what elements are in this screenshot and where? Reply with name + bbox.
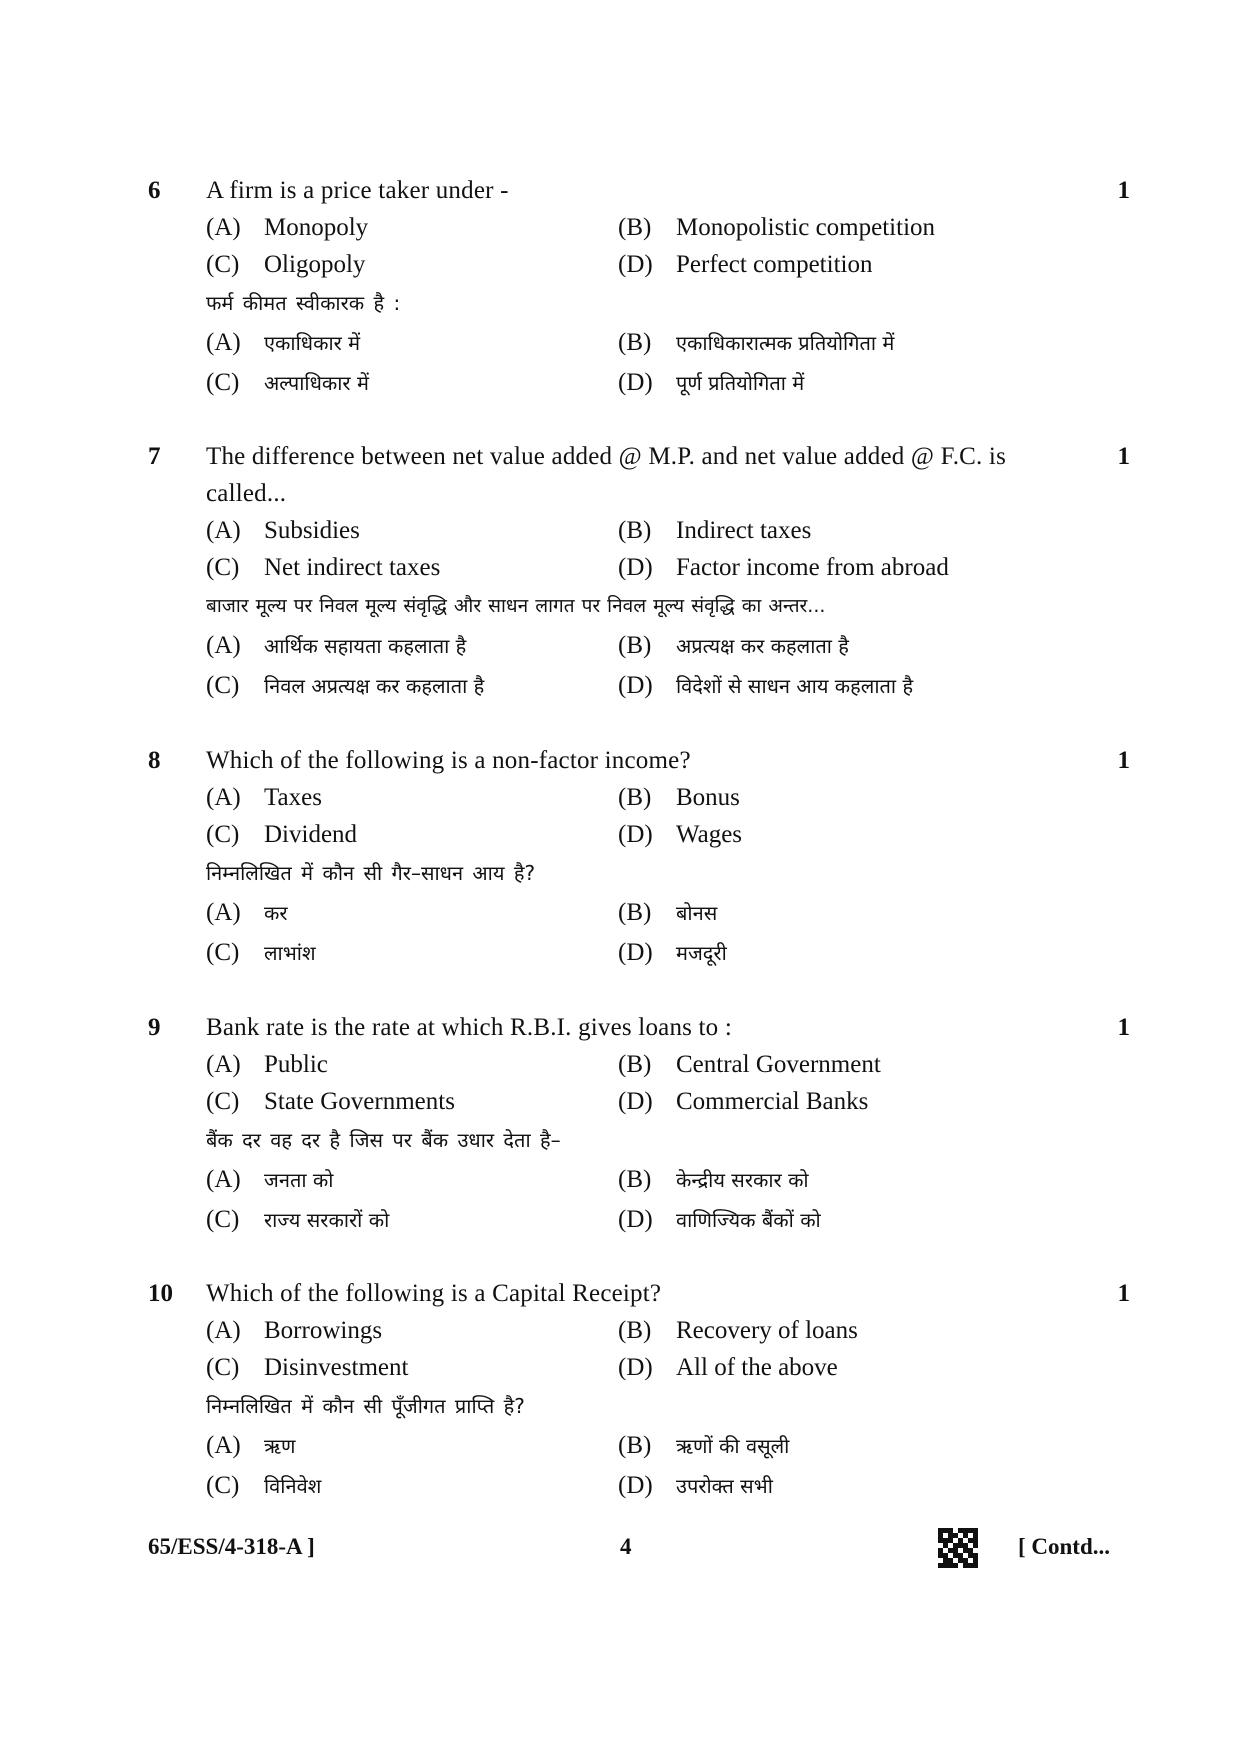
option-b-hindi (618, 893, 1030, 933)
question-number: 9 (148, 1014, 161, 1041)
options-row (206, 779, 1066, 816)
option-letter: (C) (206, 369, 240, 396)
option-text: Monopoly (264, 214, 369, 241)
options-row-hindi (206, 1200, 1066, 1240)
option-text: Commercial Banks (676, 1088, 869, 1115)
option-letter: (D) (618, 554, 653, 581)
continued-label: [ Contd... (1018, 1534, 1111, 1559)
option-text: Borrowings (264, 1317, 383, 1344)
options-row-hindi (206, 1160, 1066, 1200)
question-marks: 1 (1117, 1280, 1130, 1307)
option-letter: (C) (206, 1206, 240, 1233)
option-c (206, 1349, 618, 1386)
qr-code-icon (938, 1528, 978, 1568)
option-letter: (B) (618, 1432, 652, 1459)
options-row (206, 1083, 1066, 1120)
option-c-hindi (206, 1200, 618, 1240)
page-number: 4 (620, 1534, 632, 1559)
option-text: Subsidies (264, 517, 360, 544)
option-c (206, 246, 618, 283)
option-d (618, 1349, 1030, 1386)
option-text: राज्य सरकारों को (264, 1208, 390, 1232)
option-d-hindi (618, 666, 1030, 706)
options-row-hindi (206, 323, 1066, 363)
option-text: वाणिज्यिक बैंकों को (676, 1208, 821, 1232)
option-letter: (A) (206, 517, 241, 544)
question-body (206, 1009, 1066, 1240)
options-row-hindi (206, 666, 1066, 706)
option-text: निवल अप्रत्यक्ष कर कहलाता है (264, 674, 485, 698)
question-text-english: A firm is a price taker under - (206, 177, 509, 204)
option-letter: (A) (206, 1051, 241, 1078)
option-letter: (C) (206, 251, 240, 278)
option-d (618, 246, 1030, 283)
option-a-hindi (206, 1426, 618, 1466)
option-d (618, 549, 1030, 586)
option-text: आर्थिक सहायता कहलाता है (264, 634, 467, 658)
question-text-hindi: निम्नलिखित में कौन सी गैर–साधन आय है? (206, 861, 536, 885)
option-text: Oligopoly (264, 251, 366, 278)
option-letter: (B) (618, 1166, 652, 1193)
option-text: पूर्ण प्रतियोगिता में (676, 371, 805, 395)
option-letter: (D) (618, 1472, 653, 1499)
option-c-hindi (206, 933, 618, 973)
option-a-hindi (206, 626, 618, 666)
question-body (206, 172, 1066, 403)
options-row (206, 1312, 1066, 1349)
option-letter: (D) (618, 672, 653, 699)
question-number: 10 (148, 1280, 173, 1307)
option-b-hindi (618, 323, 1030, 363)
option-letter: (A) (206, 1432, 241, 1459)
question-number: 6 (148, 177, 161, 204)
option-b-hindi (618, 626, 1030, 666)
option-letter: (D) (618, 821, 653, 848)
option-letter: (B) (618, 1051, 652, 1078)
options-row-hindi (206, 933, 1066, 973)
option-letter: (C) (206, 939, 240, 966)
option-text: जनता को (264, 1168, 334, 1192)
option-letter: (D) (618, 369, 653, 396)
option-letter: (D) (618, 1206, 653, 1233)
page-footer (0, 1528, 1240, 1568)
option-b (618, 779, 1030, 816)
paper-code: 65/ESS/4-318-A ] (148, 1534, 315, 1559)
option-b (618, 512, 1030, 549)
option-letter: (D) (618, 251, 653, 278)
option-text: Indirect taxes (676, 517, 812, 544)
question-text-english: Which of the following is a non-factor income? (206, 747, 691, 774)
options-row-hindi (206, 626, 1066, 666)
option-letter: (C) (206, 1088, 240, 1115)
option-letter: (B) (618, 632, 652, 659)
option-text: All of the above (676, 1354, 838, 1381)
option-letter: (A) (206, 784, 241, 811)
question-marks: 1 (1117, 177, 1130, 204)
option-letter: (C) (206, 821, 240, 848)
question-body (206, 438, 1066, 706)
options-row (206, 512, 1066, 549)
option-letter: (B) (618, 214, 652, 241)
option-text: Dividend (264, 821, 358, 848)
option-text: ऋणों की वसूली (676, 1434, 790, 1458)
option-a-hindi (206, 1160, 618, 1200)
option-letter: (C) (206, 1472, 240, 1499)
option-text: Monopolistic competition (676, 214, 936, 241)
option-a (206, 1312, 618, 1349)
option-a (206, 209, 618, 246)
option-c-hindi (206, 363, 618, 403)
options-row-hindi (206, 893, 1066, 933)
option-a-hindi (206, 323, 618, 363)
question-marks: 1 (1117, 443, 1130, 470)
option-letter: (B) (618, 899, 652, 926)
question-text-hindi: बैंक दर वह दर है जिस पर बैंक उधार देता है– (206, 1128, 561, 1152)
option-letter: (A) (206, 1317, 241, 1344)
options-row-hindi (206, 1426, 1066, 1466)
options-row-hindi (206, 1466, 1066, 1506)
option-text: विदेशों से साधन आय कहलाता है (676, 674, 914, 698)
option-letter: (B) (618, 784, 652, 811)
options-row (206, 209, 1066, 246)
option-text: अप्रत्यक्ष कर कहलाता है (676, 634, 849, 658)
option-text: Net indirect taxes (264, 554, 441, 581)
options-row (206, 549, 1066, 586)
question-text-hindi: निम्नलिखित में कौन सी पूँजीगत प्राप्ति है? (206, 1394, 525, 1418)
option-a (206, 512, 618, 549)
question-text-english: Which of the following is a Capital Receipt? (206, 1280, 662, 1307)
option-letter: (D) (618, 939, 653, 966)
option-text: Bonus (676, 784, 740, 811)
option-b (618, 209, 1030, 246)
option-text: लाभांश (264, 941, 316, 965)
option-letter: (C) (206, 672, 240, 699)
question-marks: 1 (1117, 1014, 1130, 1041)
option-text: Public (264, 1051, 328, 1078)
option-letter: (D) (618, 1088, 653, 1115)
question-text-english: Bank rate is the rate at which R.B.I. gives loans to : (206, 1014, 732, 1041)
option-text: ऋण (264, 1434, 296, 1458)
option-a-hindi (206, 893, 618, 933)
option-b-hindi (618, 1426, 1030, 1466)
options-row (206, 1046, 1066, 1083)
option-text: Disinvestment (264, 1354, 409, 1381)
options-row (206, 816, 1066, 853)
option-text: एकाधिकार में (264, 331, 361, 355)
option-d (618, 1083, 1030, 1120)
option-text: State Governments (264, 1088, 455, 1115)
option-letter: (B) (618, 329, 652, 356)
options-row (206, 246, 1066, 283)
option-text: विनिवेश (264, 1474, 322, 1498)
option-d-hindi (618, 1466, 1030, 1506)
option-c (206, 1083, 618, 1120)
option-letter: (C) (206, 554, 240, 581)
option-c-hindi (206, 1466, 618, 1506)
option-letter: (A) (206, 214, 241, 241)
question-body (206, 1275, 1066, 1506)
question-text-hindi: बाजार मूल्य पर निवल मूल्य संवृद्धि और साधन लागत पर निवल मूल्य संवृद्धि का अन्तर... (206, 595, 826, 617)
option-c (206, 816, 618, 853)
options-row (206, 1349, 1066, 1386)
option-b (618, 1046, 1030, 1083)
option-d-hindi (618, 933, 1030, 973)
option-b-hindi (618, 1160, 1030, 1200)
option-text: Central Government (676, 1051, 881, 1078)
option-letter: (A) (206, 899, 241, 926)
option-c-hindi (206, 666, 618, 706)
option-letter: (A) (206, 632, 241, 659)
option-text: Taxes (264, 784, 322, 811)
option-letter: (D) (618, 1354, 653, 1381)
question-text-english: The difference between net value added @ M.P. and net value added @ F.C. is called... (206, 443, 1007, 507)
option-a (206, 1046, 618, 1083)
question-body (206, 742, 1066, 973)
option-text: बोनस (676, 901, 718, 925)
option-text: अल्पाधिकार में (264, 371, 369, 395)
question-marks: 1 (1117, 747, 1130, 774)
option-text: एकाधिकारात्मक प्रतियोगिता में (676, 331, 895, 355)
option-letter: (C) (206, 1354, 240, 1381)
option-text: Recovery of loans (676, 1317, 858, 1344)
option-text: कर (264, 901, 288, 925)
option-text: उपरोक्त सभी (676, 1474, 773, 1498)
option-a (206, 779, 618, 816)
question-number: 7 (148, 443, 161, 470)
option-c (206, 549, 618, 586)
option-d-hindi (618, 1200, 1030, 1240)
option-letter: (A) (206, 1166, 241, 1193)
option-text: मजदूरी (676, 941, 727, 965)
option-letter: (A) (206, 329, 241, 356)
question-text-hindi: फर्म कीमत स्वीकारक है : (206, 291, 401, 315)
question-number: 8 (148, 747, 161, 774)
options-row-hindi (206, 363, 1066, 403)
option-letter: (B) (618, 517, 652, 544)
option-text: केन्द्रीय सरकार को (676, 1168, 809, 1192)
option-letter: (B) (618, 1317, 652, 1344)
option-text: Wages (676, 821, 743, 848)
option-d-hindi (618, 363, 1030, 403)
option-text: Perfect competition (676, 251, 873, 278)
option-text: Factor income from abroad (676, 554, 949, 581)
option-b (618, 1312, 1030, 1349)
option-d (618, 816, 1030, 853)
